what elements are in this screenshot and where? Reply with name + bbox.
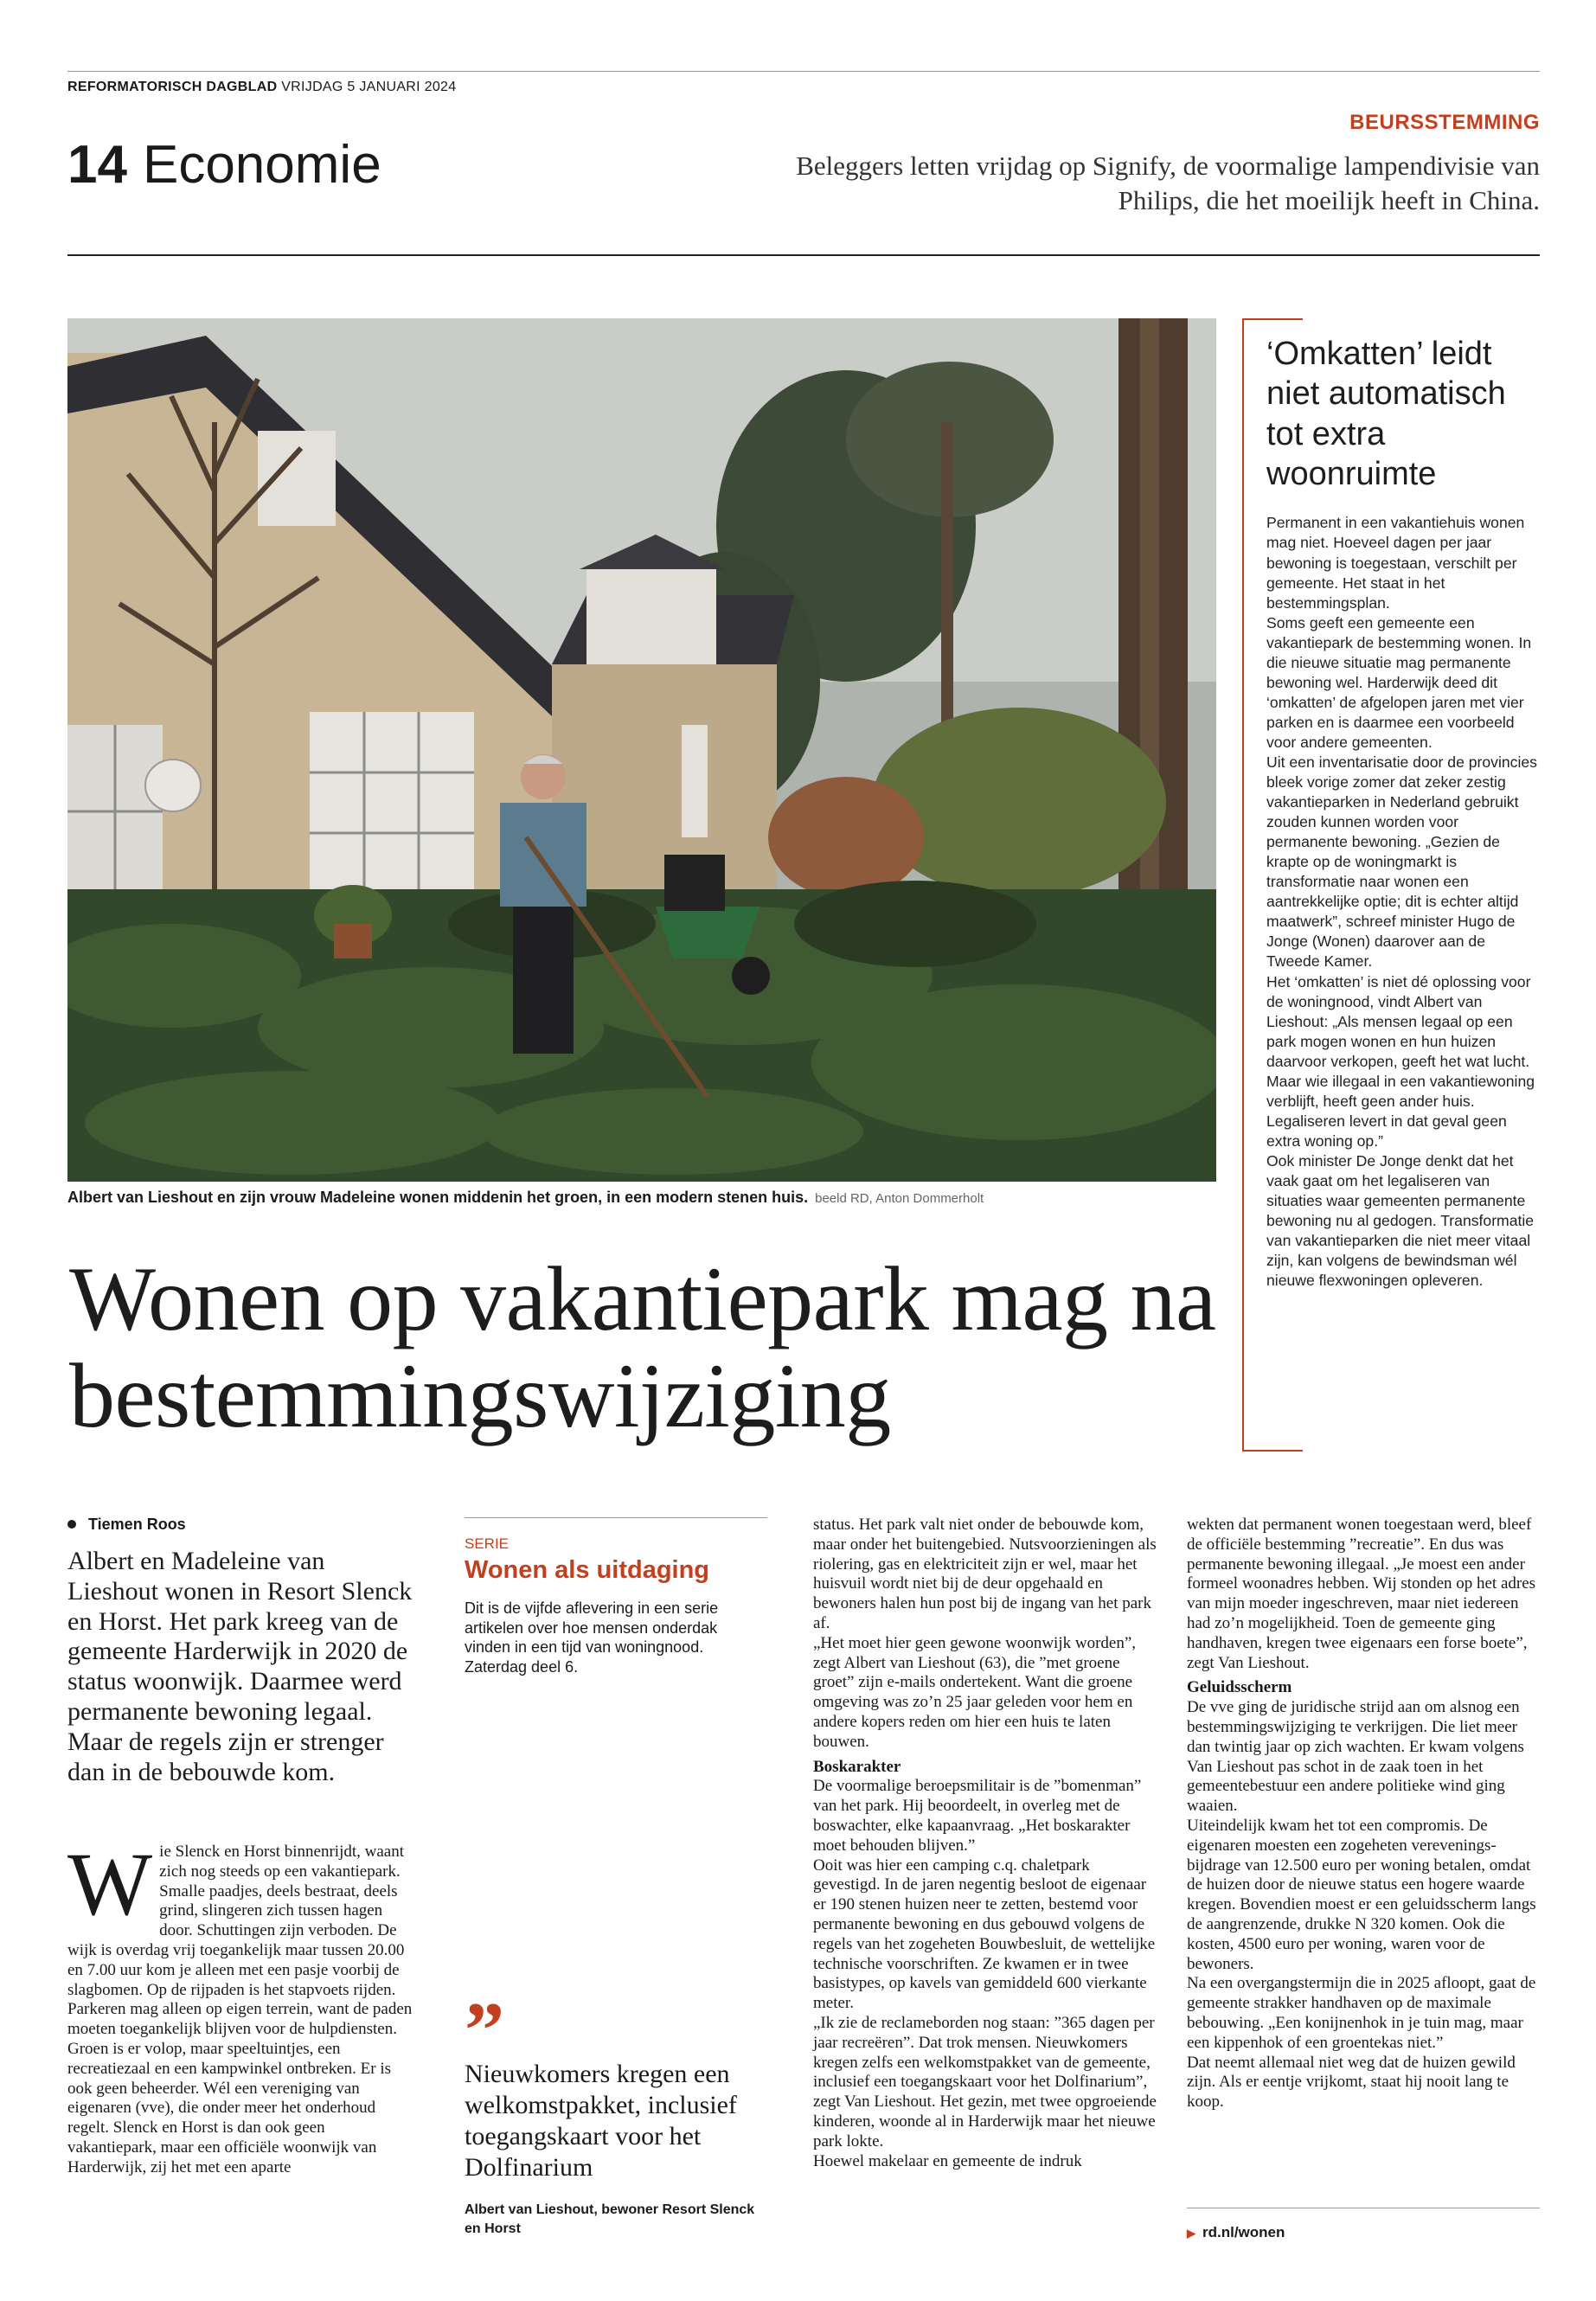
sidebar-top-tick xyxy=(1242,318,1303,320)
photo-caption xyxy=(67,1189,1216,1207)
body-column-1 xyxy=(67,1835,413,2178)
headline: Wonen op vakantiepark mag na bestemmingswijziging xyxy=(69,1248,1216,1447)
photo-credit: beeld RD, Anton Dommerholt xyxy=(815,1191,984,1206)
series-box xyxy=(465,1517,767,1677)
body-column-1-text: ie Slenck en Horst binnenrijdt, waant zich nog steeds op een vakantiepark. Smalle paadjes, deels bestraat, deels grind, slingeren zich tussen hagen door. Schuttingen zijn verboden. De wijk is overdag vrij toegankelijk maar tussen 20.00 en 7.00 uur kom je alleen met een pasje voorbij de slagbomen. Op de rijpaden is het stapvoets rijden. Parkeren mag alleen op eigen terrein, want de paden moeten toegankelijk blijven voor de hulpdiensten. Groen is er volop, maar speeltuintjes, een recreatiezaal en een kampwinkel ontbreken. Er is ook geen beheerder. Wél een vereniging van eigenaren (vve), die onder meer het onderhoud regelt. Slenck en Horst is dan ook geen vakantiepark, maar een officiële woonwijk van Harderwijk, zij het met een aparte xyxy=(67,1843,413,2176)
caption-text: Albert van Lieshout en zijn vrouw Madeleine wonen middenin het groen, in een modern stenen huis. xyxy=(67,1189,809,1206)
body-column-3b: De voormalige beroepsmilitair is de ”bomenman” van het park. Hij beoordeelt, in overleg met de boswachter, elke kapaanvraag. „Het boskarakter moet behouden blijven.” Ooit was hier een camping c.q. chaletpark gevestigd. In de jaren negentig besloot de eigenaar er 190 stenen huizen neer te zetten, bestemd voor permanente bewoning en dus gebouwd volgens de regels van het zogeheten Bouwbesluit, de wettelijke technische voorschriften. Ze kwamen er in twee basistypes, op kavels van gemiddeld 600 vierkante meter. „Ik zie de reclameborden nog staan: ”365 dagen per jaar recreëren”. Dat trok mensen. Nieuwkomers kregen zelfs een welkomstpakket van de gemeente, inclusief een toegangskaart voor het Dolfinarium”, zegt Van Lieshout. Het gezin, met twee opgroeiende kinderen, woonde al in Harderwijk maar het nieuwe park lokte. Hoewel makelaar en gemeente de indruk xyxy=(813,1777,1157,2170)
beurs-label: BEURSSTEMMING xyxy=(1349,111,1540,134)
issue-date: VRIJDAG 5 JANUARI 2024 xyxy=(281,80,457,94)
garden-house-illustration xyxy=(67,318,1216,1182)
sidebar-box xyxy=(1242,318,1540,1452)
body-column-4 xyxy=(1187,1516,1540,2112)
quote-mark-icon: ” xyxy=(465,1986,504,2074)
body-column-4b: De vve ging de juridische strijd aan om alsnog een bestemmingswijziging te verkrijgen. Die liet meer dan twintig jaar op zich wachten. Er kwam volgens Van Lieshout pas schot in de zaak toen in het gemeentebestuur een andere politieke wind ging waaien. Uiteindelijk kwam het tot een compromis. De eigenaren moesten een zogeheten vereveningsbijdrage van 12.500 euro per woning betalen, omdat de huizen door de nieuwe status een hogere waarde kregen. Bovendien moest er een geluidsscherm langs de aangrenzende, drukke N 320 komen. Ook die kosten, 4500 euro per woning, waren voor de bewoners. Na een overgangstermijn die in 2025 afloopt, gaat de gemeente strakker handhaven op de maximale bebouwing. „Een konijnenhok in je tuin mag, maar een kippenhok of een groentekas niet.” Dat neemt allemaal niet weg dat de huizen gewild zijn. Als er eentje vrijkomt, staat hij nooit lang te koop. xyxy=(1187,1698,1536,2112)
byline xyxy=(67,1516,186,1534)
quote-source: Albert van Lieshout, bewoner Resort Slenck en Horst xyxy=(465,2202,755,2236)
sidebar-bottom-tick xyxy=(1242,1450,1303,1452)
beurs-text: Beleggers letten vrijdag op Signify, de voormalige lampendivisie van Philips, die het moeilijk heeft in China. xyxy=(796,151,1540,215)
body-column-3a: status. Het park valt niet onder de bebouwde kom, maar onder het buitengebied. Nutsvoorzieningen als riolering, gas en elektriciteit zijn er wel, maar het huisvuil wordt niet bij de deur opgehaald en bewoners halen hun post bij de ingang van het park af. „Het moet hier geen gewone woonwijk worden”, zegt Albert van Lieshout (63), die ”met groene groet” zijn e-mails ondertekent. Want die groene omgeving was zo’n 25 jaar geleden voor hem en andere kopers reden om hier een huis te laten bouwen. xyxy=(813,1516,1157,1751)
section-title: Economie xyxy=(142,135,381,195)
sidebar-body: Permanent in een vakantiehuis wonen mag niet. Hoeveel dagen per jaar bewoning is toegestaan, verschilt per gemeente. Het staat in het bestemmingsplan. Soms geeft een gemeente een vakantiepark de bestemming wonen. In die nieuwe situatie mag permanente bewoning wel. Harderwijk deed dit ‘omkatten’ de afgelopen jaren met vier parken en is daarmee een voorbeeld voor andere gemeenten. Uit een inventarisatie door de provincies bleek vorige zomer dat zeker zestig vakantieparken in Nederland gebruikt zouden kunnen worden voor permanente bewoning. „Gezien de krapte op de woningmarkt is transformatie naar wonen een aantrekkelijke optie; dit is echter altijd maatwerk”, schreef minister Hugo de Jonge (Wonen) daarover aan de Tweede Kamer. Het ‘omkatten’ is niet dé oplossing voor de woningnood, vindt Albert van Lieshout: „Als mensen legaal op een park mogen wonen en hun huizen daarvoor verkopen, geeft het wat lucht. Maar wie illegaal in een vakantiewoning verblijft, heeft geen ander huis. Legaliseren levert in dat geval geen extra woning op.” Ook minister De Jonge denkt dat het vaak gaat om het legaliseren van situaties waar gemeenten permanente bewoning nu al gedogen. Transformatie van vakantieparken die niet meer vitaal zijn, kan volgens de bewindsman wél nieuwe flexwoningen opleveren. xyxy=(1266,514,1537,1290)
byline-dot xyxy=(67,1520,76,1529)
subhead-boskarakter: Boskarakter xyxy=(813,1757,901,1776)
top-rule xyxy=(67,71,1540,72)
pull-quote xyxy=(465,1986,767,2238)
sidebar-title: ‘Omkatten’ leidt niet automatisch tot extra woonruimte xyxy=(1266,336,1506,493)
series-title: Wonen als uitdaging xyxy=(465,1556,710,1584)
arrow-right-icon: ▶ xyxy=(1187,2227,1195,2240)
page-number: 14 xyxy=(67,135,127,195)
web-link[interactable] xyxy=(1187,2208,1540,2241)
quote-text: Nieuwkomers kregen een welkomstpakket, inclusief toegangskaart voor het Dolfinarium xyxy=(465,2060,737,2182)
series-label: SERIE xyxy=(465,1535,510,1552)
body-column-4a: wekten dat permanent wonen toegestaan werd, bleef de officiële bestemming ”recreatie”. En dus was permanente bewoning illegaal. „Je moest een ander formeel woonadres hebben. Wij stonden op het adres van mijn moeder ingeschreven, maar niet iedereen had zo’n mogelijkheid. Toen de gemeente ging handhaven, kregen twee eigenaars een forse boete”, zegt Van Lieshout. xyxy=(1187,1516,1536,1672)
drop-cap: W xyxy=(67,1835,153,1934)
page-header xyxy=(67,135,381,195)
header-rule xyxy=(67,254,1540,256)
article-photo xyxy=(67,318,1216,1182)
paper-name: REFORMATORISCH DAGBLAD xyxy=(67,80,278,94)
subhead-geluidsscherm: Geluidsscherm xyxy=(1187,1678,1292,1697)
body-column-3 xyxy=(813,1516,1159,2171)
author-name: Tiemen Roos xyxy=(88,1516,186,1533)
series-text: Dit is de vijfde aflevering in een serie artikelen over hoe mensen onderdak vinden in een tijd van woningnood. Zaterdag deel 6. xyxy=(465,1599,719,1676)
masthead xyxy=(67,80,456,95)
web-link-text: rd.nl/wonen xyxy=(1202,2224,1285,2240)
intro-paragraph: Albert en Madeleine van Lieshout wonen in Resort Slenck en Horst. Het park kreeg van de gemeente Harderwijk in 2020 de status woonwijk. Daarmee werd permanente bewoning legaal. Maar de regels zijn er strenger dan in de bebouwde kom. xyxy=(67,1547,413,1786)
